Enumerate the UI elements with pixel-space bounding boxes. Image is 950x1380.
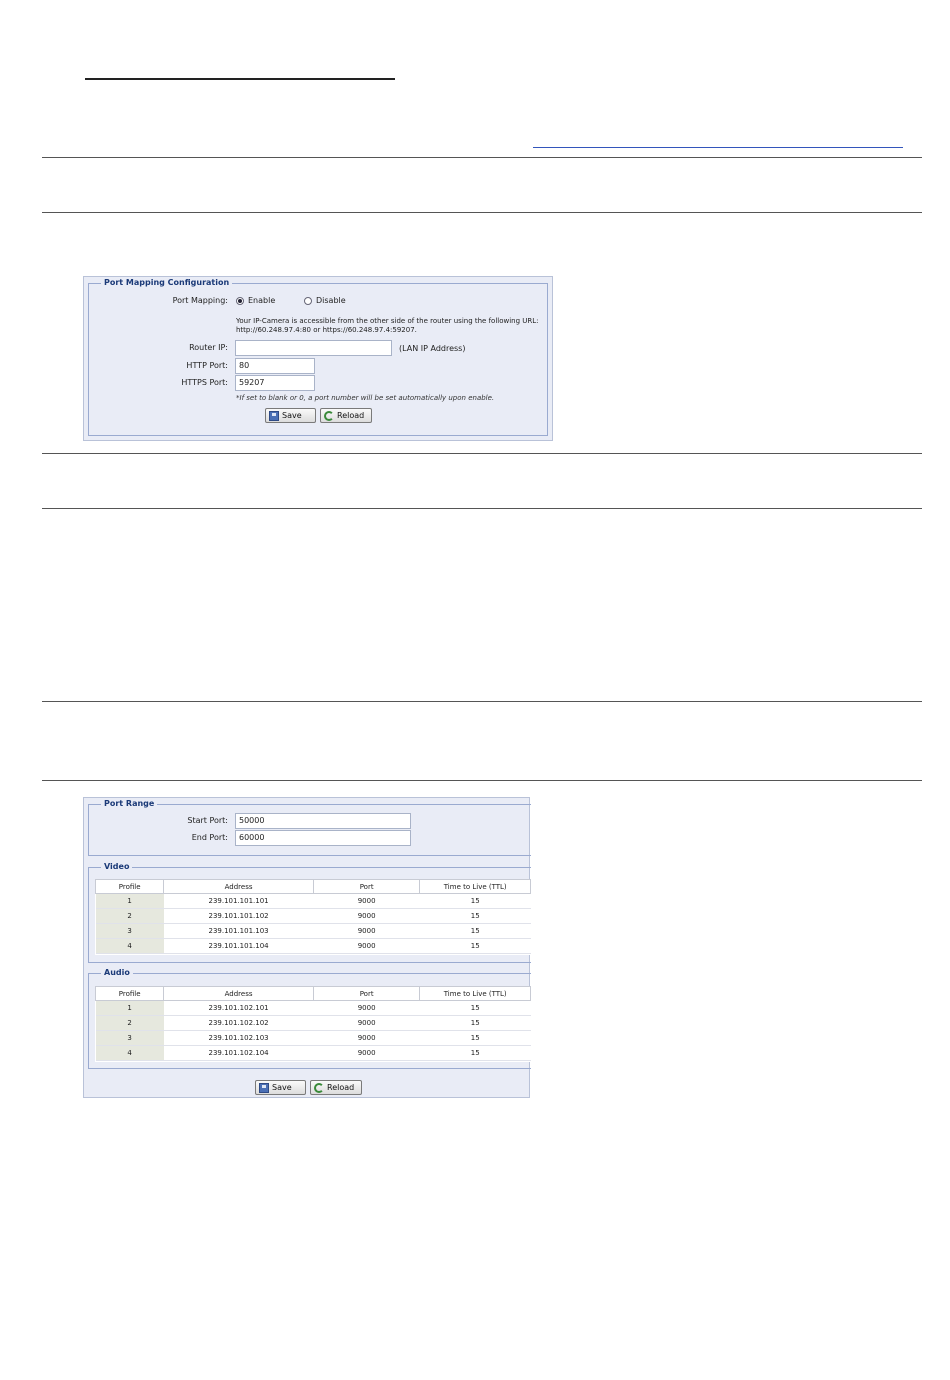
profile-cell: 3 — [96, 1031, 164, 1046]
heading-underline — [85, 78, 395, 80]
port-range-legend: Port Range — [101, 798, 157, 810]
start-port-label: Start Port: — [187, 816, 228, 825]
https-port-label: HTTPS Port: — [181, 378, 228, 387]
reload-button[interactable] — [320, 408, 372, 423]
profile-cell: 1 — [96, 894, 164, 909]
accessible-url-values: http://60.248.97.4:80 or https://60.248.97.4:59207. — [236, 326, 417, 334]
save-button[interactable] — [265, 408, 316, 423]
router-ip-input[interactable] — [235, 340, 392, 356]
reload-arrows-icon — [324, 411, 334, 421]
disable-label[interactable]: Disable — [316, 296, 346, 305]
divider — [42, 157, 922, 158]
https-port-input[interactable]: 59207 — [235, 375, 315, 391]
address-cell: 239.101.101.104 — [164, 939, 314, 954]
column-header-ttl: Time to Live (TTL) — [420, 880, 531, 894]
enable-label[interactable]: Enable — [248, 296, 276, 305]
port-cell: 9000 — [313, 894, 420, 909]
table-header-row — [96, 987, 531, 1001]
multicast-reload-button[interactable] — [310, 1080, 362, 1095]
divider — [42, 780, 922, 781]
divider — [42, 508, 922, 509]
profile-cell: 3 — [96, 924, 164, 939]
port-cell: 9000 — [313, 909, 420, 924]
accessible-url-info: Your IP-Camera is accessible from the other side of the router using the following URL: — [236, 317, 539, 325]
table-row — [96, 894, 531, 909]
enable-radio[interactable] — [236, 297, 244, 305]
multicast-panel — [83, 797, 530, 1098]
divider — [42, 701, 922, 702]
end-port-input[interactable]: 60000 — [235, 830, 411, 846]
audio-legend: Audio — [101, 967, 133, 979]
profile-cell: 4 — [96, 1046, 164, 1061]
save-button-label: Save — [272, 1083, 292, 1092]
lan-ip-hint: (LAN IP Address) — [399, 344, 466, 353]
reload-button-label: Reload — [327, 1083, 355, 1092]
start-port-input[interactable]: 50000 — [235, 813, 411, 829]
port-cell: 9000 — [313, 1031, 420, 1046]
ttl-cell: 15 — [420, 894, 531, 909]
table-row — [96, 1046, 531, 1061]
divider — [42, 453, 922, 454]
column-header-ttl: Time to Live (TTL) — [420, 987, 531, 1001]
video-table — [95, 879, 531, 954]
address-cell: 239.101.101.101 — [164, 894, 314, 909]
reload-button-label: Reload — [337, 411, 365, 420]
port-mapping-label: Port Mapping: — [172, 296, 228, 305]
table-row — [96, 1031, 531, 1046]
profile-cell: 2 — [96, 909, 164, 924]
address-cell: 239.101.102.104 — [164, 1046, 314, 1061]
port-cell: 9000 — [313, 939, 420, 954]
address-cell: 239.101.101.102 — [164, 909, 314, 924]
video-legend: Video — [101, 861, 132, 873]
table-row — [96, 939, 531, 954]
table-row — [96, 909, 531, 924]
port-cell: 9000 — [313, 1001, 420, 1016]
column-header-port: Port — [313, 880, 420, 894]
reload-arrows-icon — [314, 1083, 324, 1093]
port-cell: 9000 — [313, 924, 420, 939]
ttl-cell: 15 — [420, 939, 531, 954]
ttl-cell: 15 — [420, 1016, 531, 1031]
address-cell: 239.101.102.103 — [164, 1031, 314, 1046]
column-header-port: Port — [313, 987, 420, 1001]
profile-cell: 2 — [96, 1016, 164, 1031]
table-header-row — [96, 880, 531, 894]
address-cell: 239.101.101.103 — [164, 924, 314, 939]
port-mapping-panel — [83, 276, 553, 441]
port-cell: 9000 — [313, 1016, 420, 1031]
link-underline — [533, 147, 903, 148]
port-mapping-legend: Port Mapping Configuration — [101, 277, 232, 289]
save-button-label: Save — [282, 411, 302, 420]
auto-port-note: *If set to blank or 0, a port number will be set automatically upon enable. — [236, 394, 495, 402]
table-row — [96, 1016, 531, 1031]
ttl-cell: 15 — [420, 1001, 531, 1016]
table-row — [96, 1001, 531, 1016]
floppy-disk-icon — [259, 1083, 269, 1093]
ttl-cell: 15 — [420, 909, 531, 924]
divider — [42, 212, 922, 213]
ttl-cell: 15 — [420, 1031, 531, 1046]
http-port-label: HTTP Port: — [186, 361, 228, 370]
column-header-profile: Profile — [96, 880, 164, 894]
column-header-profile: Profile — [96, 987, 164, 1001]
http-port-input[interactable]: 80 — [235, 358, 315, 374]
address-cell: 239.101.102.102 — [164, 1016, 314, 1031]
address-cell: 239.101.102.101 — [164, 1001, 314, 1016]
column-header-address: Address — [164, 987, 314, 1001]
table-row — [96, 924, 531, 939]
router-ip-label: Router IP: — [189, 343, 228, 352]
column-header-address: Address — [164, 880, 314, 894]
ttl-cell: 15 — [420, 1046, 531, 1061]
ttl-cell: 15 — [420, 924, 531, 939]
profile-cell: 1 — [96, 1001, 164, 1016]
profile-cell: 4 — [96, 939, 164, 954]
end-port-label: End Port: — [191, 833, 228, 842]
floppy-disk-icon — [269, 411, 279, 421]
multicast-save-button[interactable] — [255, 1080, 306, 1095]
audio-table — [95, 986, 531, 1061]
disable-radio[interactable] — [304, 297, 312, 305]
port-cell: 9000 — [313, 1046, 420, 1061]
